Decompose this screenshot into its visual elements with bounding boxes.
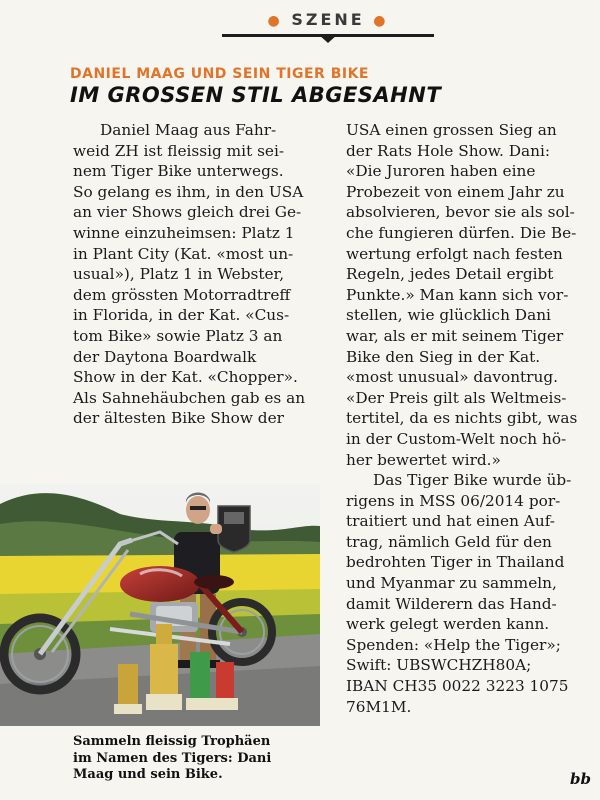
photo-caption (73, 734, 325, 784)
text-line: usual»), Platz 1 in Webster, (73, 265, 285, 284)
text-line: Regeln, jedes Detail ergibt (346, 265, 554, 284)
section-label (222, 10, 434, 29)
left-column (73, 120, 335, 429)
text-line: nem Tiger Bike unterwegs. (73, 162, 284, 181)
section-name: SZENE (291, 10, 365, 29)
text-line: in der Custom-Welt noch hö- (346, 429, 567, 448)
text-line: an vier Shows gleich drei Ge- (73, 203, 302, 222)
text-line: rigens in MSS 06/2014 por- (346, 491, 561, 510)
text-line: wertung erfolgt nach festen (346, 244, 563, 263)
text-line: 76M1M. (346, 697, 412, 716)
text-line: tom Bike» sowie Platz 3 an (73, 326, 283, 345)
text-line: Als Sahnehäubchen gab es an (73, 388, 306, 407)
text-line: dem grössten Motorradtreff (73, 285, 291, 304)
text-line: der Daytona Boardwalk (73, 347, 257, 366)
text-line: der ältesten Bike Show der (73, 409, 284, 428)
text-line: Swift: UBSWCHZH80A; (346, 656, 532, 675)
text-line: Daniel Maag aus Fahr- (100, 121, 277, 139)
caption-line: im Namen des Tigers: Dani (73, 750, 272, 766)
text-line: bedrohten Tiger in Thailand (346, 553, 565, 572)
caption-line: Sammeln fleissig Trophäen (73, 734, 271, 749)
text-line: tertitel, da es nichts gibt, was (346, 409, 578, 428)
text-line: damit Wilderern das Hand- (346, 594, 557, 613)
text-line: absolvieren, bevor sie als sol- (346, 203, 575, 222)
dot-icon: ● (373, 13, 389, 29)
section-header (222, 8, 434, 37)
text-line: USA einen grossen Sieg an (346, 121, 557, 139)
text-line: Punkte.» Man kann sich vor- (346, 285, 569, 304)
text-line: Das Tiger Bike wurde üb- (373, 471, 572, 490)
text-line: Bike den Sieg in der Kat. (346, 347, 541, 366)
text-line: weid ZH ist fleissig mit sei- (73, 141, 285, 160)
text-line: stellen, wie glücklich Dani (346, 306, 551, 325)
dot-icon: ● (267, 13, 283, 29)
tab-notch (318, 34, 338, 43)
text-line: «most unusual» davontrug. (346, 368, 559, 387)
text-line: winne einzuheimsen: Platz 1 (73, 223, 295, 242)
text-line: in Plant City (Kat. «most un- (73, 244, 294, 263)
text-line: trag, nämlich Geld für den (346, 532, 552, 551)
text-line: che fungieren dürfen. Die Be- (346, 223, 577, 242)
article-kicker: DANIEL MAAG UND SEIN TIGER BIKE (70, 66, 369, 82)
article-photo (0, 484, 320, 726)
text-line: Probezeit von einem Jahr zu (346, 182, 565, 201)
paragraph (73, 120, 335, 429)
text-line: der Rats Hole Show. Dani: (346, 141, 551, 160)
text-line: und Myanmar zu sammeln, (346, 574, 557, 593)
text-line: «Der Preis gilt als Weltmeis- (346, 388, 567, 407)
text-line: Show in der Kat. «Chopper». (73, 368, 298, 387)
author-signoff: bb (570, 770, 591, 788)
text-line: in Florida, in der Kat. «Cus- (73, 306, 290, 325)
caption-line: Maag und sein Bike. (73, 767, 223, 782)
text-line: werk gelegt werden kann. (346, 615, 550, 634)
article-headline: IM GROSSEN STIL ABGESAHNT (70, 83, 442, 107)
text-line: So gelang es ihm, in den USA (73, 182, 304, 201)
paragraph (346, 470, 590, 717)
text-line: IBAN CH35 0022 3223 1075 (346, 677, 569, 696)
text-line: «Die Juroren haben eine (346, 162, 536, 181)
text-line: traitiert und hat einen Auf- (346, 512, 555, 531)
text-line: war, als er mit seinem Tiger (346, 326, 564, 345)
text-line: Spenden: «Help the Tiger»; (346, 635, 561, 654)
right-column (346, 120, 590, 717)
text-line: her bewertet wird.» (346, 450, 501, 469)
paragraph (346, 120, 590, 470)
